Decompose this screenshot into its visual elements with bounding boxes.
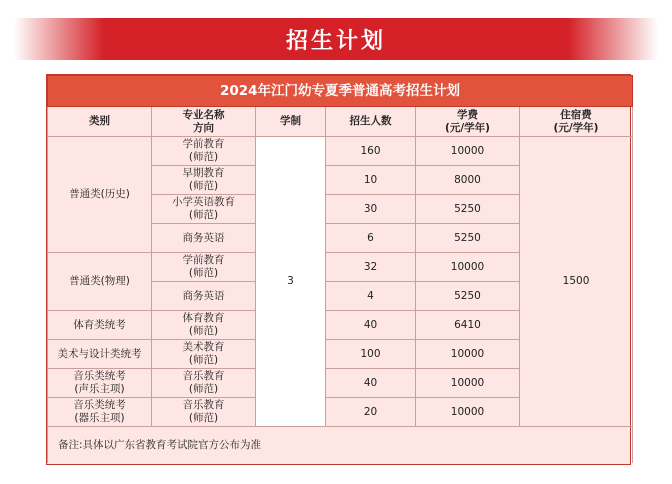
enrollment-cell: 160 (326, 137, 416, 166)
tuition-cell: 5250 (416, 224, 520, 253)
note-row (48, 427, 633, 464)
major-cell: 早期教育 (师范) (152, 166, 256, 195)
enrollment-cell: 32 (326, 253, 416, 282)
major-cell: 学前教育 (师范) (152, 137, 256, 166)
duration-cell: 3 (256, 137, 326, 427)
category-cell: 普通类(物理) (48, 253, 152, 311)
tuition-cell: 10000 (416, 398, 520, 427)
tuition-cell: 8000 (416, 166, 520, 195)
major-cell: 商务英语 (152, 282, 256, 311)
tuition-cell: 10000 (416, 253, 520, 282)
major-cell: 美术教育 (师范) (152, 340, 256, 369)
enrollment-cell: 6 (326, 224, 416, 253)
enrollment-cell: 40 (326, 311, 416, 340)
major-cell: 体育教育 (师范) (152, 311, 256, 340)
table-title-row (48, 76, 633, 107)
major-cell: 音乐教育 (师范) (152, 398, 256, 427)
tuition-cell: 10000 (416, 369, 520, 398)
banner (14, 18, 658, 60)
category-cell: 音乐类统考 (器乐主项) (48, 398, 152, 427)
tuition-cell: 5250 (416, 282, 520, 311)
enrollment-plan-table (46, 74, 631, 465)
enrollment-cell: 10 (326, 166, 416, 195)
enrollment-cell: 20 (326, 398, 416, 427)
tuition-cell: 5250 (416, 195, 520, 224)
category-cell: 美术与设计类统考 (48, 340, 152, 369)
header-enrollment: 招生人数 (326, 107, 416, 137)
dorm-fee-cell: 1500 (520, 137, 633, 427)
major-cell: 小学英语教育 (师范) (152, 195, 256, 224)
tuition-cell: 10000 (416, 340, 520, 369)
header-tuition: 学费 (元/学年) (416, 107, 520, 137)
header-major: 专业名称 方向 (152, 107, 256, 137)
enrollment-cell: 4 (326, 282, 416, 311)
table-title: 2024年江门幼专夏季普通高考招生计划 (48, 76, 633, 107)
tuition-cell: 6410 (416, 311, 520, 340)
category-cell: 音乐类统考 (声乐主项) (48, 369, 152, 398)
category-cell: 普通类(历史) (48, 137, 152, 253)
enrollment-cell: 40 (326, 369, 416, 398)
table-row (48, 137, 633, 166)
header-category: 类别 (48, 107, 152, 137)
banner-title: 招生计划 (285, 28, 386, 54)
table-note: 备注:具体以广东省教育考试院官方公布为准 (48, 427, 633, 464)
enrollment-cell: 100 (326, 340, 416, 369)
header-dorm-fee: 住宿费 (元/学年) (520, 107, 633, 137)
table-header-row (48, 107, 633, 137)
major-cell: 音乐教育 (师范) (152, 369, 256, 398)
major-cell: 学前教育 (师范) (152, 253, 256, 282)
major-cell: 商务英语 (152, 224, 256, 253)
tuition-cell: 10000 (416, 137, 520, 166)
enrollment-cell: 30 (326, 195, 416, 224)
header-duration: 学制 (256, 107, 326, 137)
category-cell: 体育类统考 (48, 311, 152, 340)
